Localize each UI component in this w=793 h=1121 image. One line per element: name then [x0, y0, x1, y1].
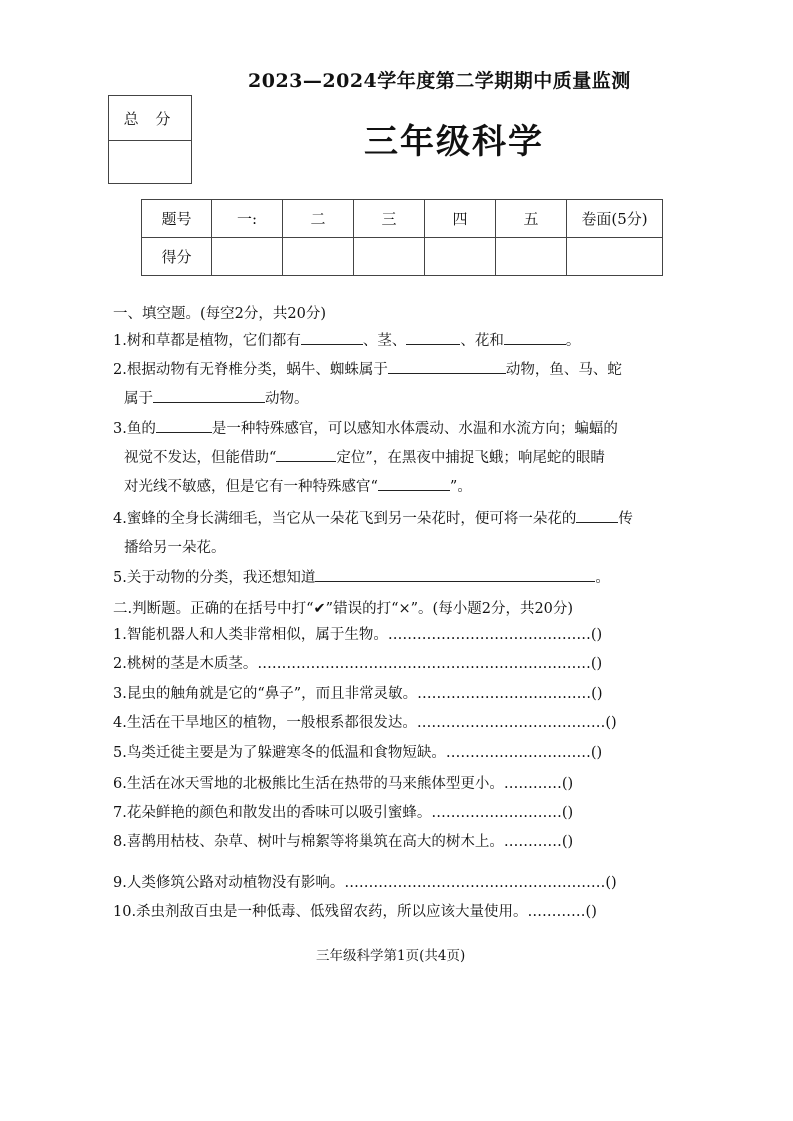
answer-blank[interactable] [276, 447, 336, 462]
answer-blank[interactable] [378, 476, 450, 491]
question-text: 定位”，在黑夜中捕捉飞蛾；响尾蛇的眼睛 [336, 450, 605, 466]
answer-blank[interactable] [576, 508, 618, 523]
subject-title: 三年级科学 [364, 122, 544, 162]
judge-item[interactable]: 1.智能机器人和人类非常相似，属于生物。……………………………………() [113, 627, 603, 643]
fill-question-4 [113, 508, 633, 529]
answer-blank[interactable] [388, 359, 506, 374]
judge-item[interactable]: 3.昆虫的触角就是它的“鼻子”，而且非常灵敏。………………………………() [113, 686, 603, 702]
fill-question-2-cont [124, 388, 309, 409]
judge-item[interactable]: 10.杀虫剂敌百虫是一种低毒、低残留农药，所以应该大量使用。…………() [113, 904, 597, 920]
fill-question-1 [113, 330, 580, 351]
fill-question-4-cont [124, 538, 226, 558]
question-text: 动物。 [265, 391, 309, 407]
question-text: 1.树和草都是植物，它们都有 [113, 333, 301, 349]
section1-title: 一、填空题。(每空2分，共20分) [113, 306, 326, 322]
question-text: 3.鱼的 [113, 421, 156, 437]
question-text: 4.蜜蜂的全身长满细毛，当它从一朵花飞到另一朵花时，便可将一朵花的 [113, 511, 577, 527]
answer-blank[interactable] [504, 330, 566, 345]
score-table-score-row [142, 238, 663, 276]
score-input-cell[interactable] [212, 238, 283, 276]
score-input-cell[interactable] [425, 238, 496, 276]
question-text: 动物，鱼、马、蛇 [505, 362, 622, 378]
judge-item[interactable]: 8.喜鹊用枯枝、杂草、树叶与棉絮等将巢筑在高大的树木上。…………() [113, 834, 574, 850]
fill-question-2 [113, 359, 622, 380]
answer-blank[interactable] [153, 388, 265, 403]
question-text: 2.根据动物有无脊椎分类，蜗牛、蜘蛛属于 [113, 362, 388, 378]
table-cell: 五 [496, 200, 567, 238]
table-cell: 题号 [142, 200, 212, 238]
table-cell: 卷面(5分) [567, 200, 663, 238]
question-text: 、花和 [460, 333, 504, 349]
question-text: 播给另一朵花。 [124, 540, 226, 556]
judge-item[interactable]: 6.生活在冰天雪地的北极熊比生活在热带的马来熊体型更小。…………() [113, 776, 574, 792]
answer-blank[interactable] [406, 330, 460, 345]
score-table [141, 199, 663, 276]
question-text: 、茎、 [362, 333, 407, 349]
judge-item[interactable]: 7.花朵鲜艳的颜色和散发出的香味可以吸引蜜蜂。………………………() [113, 805, 574, 821]
total-score-box [108, 95, 192, 184]
answer-blank[interactable] [156, 418, 212, 433]
table-cell: 得分 [142, 238, 212, 276]
question-text: 5.关于动物的分类，我还想知道 [113, 570, 316, 586]
table-cell: 二 [283, 200, 354, 238]
judge-item[interactable]: 5.鸟类迁徙主要是为了躲避寒冬的低温和食物短缺。…………………………() [113, 745, 603, 761]
judge-item[interactable]: 4.生活在干旱地区的植物，一般根系都很发达。…………………………………() [113, 715, 617, 731]
question-text: 是一种特殊感官，可以感知水体震动、水温和水流方向；蝙蝠的 [211, 421, 618, 437]
score-input-cell[interactable] [496, 238, 567, 276]
table-cell: 三 [354, 200, 425, 238]
question-text: 。 [565, 333, 581, 349]
answer-blank[interactable] [301, 330, 363, 345]
page-footer: 三年级科学第1页(共4页) [316, 948, 466, 964]
section2-title: 二.判断题。正确的在括号中打“✔”错误的打“×”。(每小题2分，共20分) [113, 601, 574, 617]
question-text: 对光线不敏感，但是它有一种特殊感官“ [124, 479, 378, 495]
score-input-cell[interactable] [567, 238, 663, 276]
question-text: 视觉不发达，但能借助“ [124, 450, 277, 466]
score-table-header-row [142, 200, 663, 238]
question-text: ”。 [449, 479, 472, 495]
fill-question-3-cont2 [124, 476, 472, 497]
question-text: 属于 [124, 391, 153, 407]
table-cell: 一: [212, 200, 283, 238]
score-input-cell[interactable] [354, 238, 425, 276]
answer-blank[interactable] [315, 567, 595, 582]
fill-question-5 [113, 567, 610, 588]
total-score-label: 总 分 [109, 96, 191, 141]
question-text: 。 [595, 570, 610, 586]
question-text: 传 [618, 511, 633, 527]
fill-question-3 [113, 418, 618, 439]
judge-item[interactable]: 2.桃树的茎是木质茎。……………………………………………………………() [113, 656, 603, 672]
exam-title: 2023—2024学年度第二学期期中质量监测 [248, 70, 631, 92]
score-input-cell[interactable] [283, 238, 354, 276]
table-cell: 四 [425, 200, 496, 238]
judge-item[interactable]: 9.人类修筑公路对动植物没有影响。………………………………………………() [113, 875, 617, 891]
fill-question-3-cont [124, 447, 605, 468]
